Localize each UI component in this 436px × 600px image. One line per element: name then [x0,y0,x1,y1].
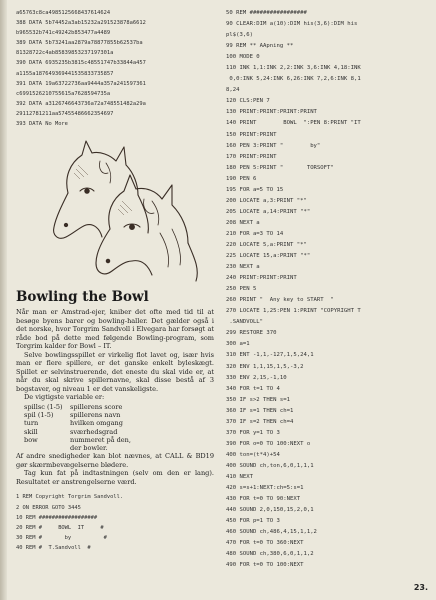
variable-row [24,436,214,444]
code-line: 30 REM # by # [16,535,107,542]
code-line: 170 PRINT:PRINT [226,153,277,160]
variable-name: skill [24,427,38,436]
code-line: 20 REM # BOWL IT # [16,525,104,532]
code-line: 388 DATA 5b74452a3ab15232a291523878a6612 [16,20,146,27]
left-column [16,8,214,554]
code-line: 392 DATA a3126746643736a72a748551482a29a [16,100,146,107]
variable-description: hvilken omgang [70,419,123,428]
code-line: 205 LOCATE a,14:PRINT "*" [226,208,311,215]
code-line: 190 PEN 6 [226,175,257,182]
variable-continuation: der bowler. [70,444,108,453]
code-line: 490 FOR t=0 TO 100:NEXT [226,562,304,569]
code-line: 400 ton=(t*4)+54 [226,451,280,458]
right-column [226,8,430,571]
code-line: b965532b741c49242b853477a4489 [16,30,111,37]
code-line: 410 NEXT [226,473,253,480]
code-line: 270 LOCATE 1,25:PEN 1:PRINT "COPYRIGHT T [226,308,361,315]
code-line: 260 PRINT " Any key to START " [226,297,334,304]
code-line: 430 FOR t=0 TO 90:NEXT [226,496,301,503]
code-line: 140 PRINT BOWL ":PEN 8:PRINT "IT [226,120,361,127]
code-line: 330 ENV 2,15,-1,10 [226,374,287,381]
code-line: 160 PEN 3:PRINT " by" [226,142,321,149]
code-line: 480 SOUND ch,380,6,0,1,1,2 [226,551,314,558]
code-line: 250 PEN 5 [226,286,257,293]
code-line: 200 LOCATE a,3:PRINT "*" [226,197,307,204]
code-line: 50 REM ################# [226,10,307,16]
variable-name: bow [24,435,38,444]
horses-drawing-icon [40,133,210,285]
variable-row [24,403,214,411]
code-line: 40 REM # T.Sandvoll # [16,545,91,552]
code-line: 0,0:INK 5,24:INK 6,26:INK 7,2,6:INK 8,1 [226,76,361,83]
code-line: 391 DATA 19a63722736aa9444a357a241597361 [16,80,146,87]
code-line: 389 DATA 5b73241aa2879a78877855b62537ba [16,40,143,47]
code-line: 390 FOR o=0 TO 100:NEXT o [226,440,311,447]
code-line: c6991526210755615a7628594735a [16,90,111,97]
article-paragraph: Tag kun fat på indtastningen (selv om den er lang). Resultatet er anstrengelserne værd. [16,469,214,486]
variable-row [24,411,214,419]
code-line: 370 FOR y=1 TO 3 [226,429,280,436]
code-line: 470 FOR t=0 TO 360:NEXT [226,540,304,547]
code-line: 450 FOR p=1 TO 3 [226,518,280,525]
variable-name: spillsc (1-5) [24,402,63,411]
article-title: Bowling the Bowl [16,289,149,306]
code-line: 240 PRINT:PRINT:PRINT [226,275,297,282]
code-line: 393 DATA No More [16,121,68,128]
code-line: 210 FOR a=3 TO 14 [226,230,284,237]
code-line: 180 PEN 5:PRINT " TORSOFT" [226,164,334,171]
code-line: pl$(3,6) [226,32,253,39]
code-line: 195 FOR a=5 TO 15 [226,186,284,193]
article-body [16,308,214,402]
code-line: 29112781211aa57455486662354697 [16,110,114,117]
article-paragraph: Når man er Amstrad-ejer, kniber det ofte med tid til at besøge byens barer og bowling-haller. Det gælder også i det norske, hvor Torgrim Sandvoll i Elvegara har forsøgt at råde bod på dette med følgende Bowling-program, som Torgrim kalder for Bowl – IT. [16,308,214,351]
variable-name: spil (1-5) [24,410,54,419]
code-line: a65763c8ca4985125668437614624 [16,10,111,16]
code-line: 10 REM ################## [16,514,98,521]
code-line: 400 SOUND ch,ton,6,0,1,1,1 [226,462,314,469]
variable-row [24,419,214,427]
code-line: 310 ENT -1,1,-127,1,5,24,1 [226,352,314,359]
variable-description: spillerens navn [70,410,121,419]
code-line: 460 SOUND ch,486,4,15,1,1,2 [226,529,317,536]
code-line: 8,24 [226,87,240,94]
horse-illustration [40,133,210,285]
code-line: 420 s=s+1:NEXT:ch=5:s=1 [226,485,304,492]
page-spine [0,0,7,600]
code-line: 370 IF s=2 THEN ch=4 [226,418,294,425]
code-line: 90 CLEAR:DIM a(10):DIM his(3,6):DIM his [226,21,358,28]
variable-description: sværhedsgrad [70,427,118,436]
code-line: .SANDVOLL" [226,319,264,326]
code-line: 2 ON ERROR GOTO 3445 [16,504,81,511]
variable-description: nummeret på den, [70,435,131,444]
variables-intro: De vigtigste variable er: [24,393,105,402]
code-line: a1155a187649369441535833735857 [16,70,114,77]
code-line: 440 SOUND 2,0,150,15,2,0,1 [226,507,314,514]
variable-description: spillerens score [70,402,123,411]
right-code-listing [226,8,430,571]
article-body-end [16,452,214,486]
code-line: 120 CLS:PEN 7 [226,98,270,105]
page-number: 23. [413,583,428,592]
code-line: 100 MODE 0 [226,54,260,61]
code-line: 150 PRINT:PRINT [226,131,277,138]
variable-list [24,403,214,453]
article-paragraph: Af andre snedigheder kan blot nævnes, at CALL & BD19 gør skærmbevægelserne blødere. [16,452,214,469]
article [16,289,214,486]
bottom-code-listing [16,492,214,553]
code-line: 220 LOCATE 5,a:PRINT "*" [226,241,307,248]
code-line: 1 REM Copyright Torgrim Sandvoll. [16,494,124,501]
code-line: 208 NEXT a [226,219,260,226]
code-line: 300 a=1 [226,341,250,348]
code-line: 299 RESTORE 370 [226,330,277,337]
code-line: 320 ENV 1,1,15,1,5,-3,2 [226,363,304,370]
top-code-listing [16,8,214,129]
code-line: 110 INK 1,1:INK 2,2:INK 3,6:INK 4,18:INK [226,65,361,72]
variable-row [24,428,214,436]
code-line: 130 PRINT:PRINT:PRINT:PRINT [226,109,317,116]
code-line: 340 FOR t=1 TO 4 [226,385,280,392]
article-paragraph: Selve bowlingsspillet er virkelig flot lavet og, især hvis man er flere spillere, er det ganske enkelt byleskægt. Spillet er selvinstruerende, det eneste du skal vide er, at når du skal skrive spillernavne, skal disse bestå af 3 bogstaver, og niveau 1 er det vanskeligste. [16,350,214,393]
variable-name: turn [24,419,39,428]
code-line: 360 IF s=1 THEN ch=1 [226,407,294,414]
code-line: 99 REM ** AApning ** [226,43,294,50]
code-line: 390 DATA 6935235b3815c48551747b33844a457 [16,60,146,67]
code-line: 225 LOCATE 15,a:PRINT "*" [226,253,311,260]
code-line: 230 NEXT a [226,264,260,271]
code-line: 81328722c4ab85839853237197301a [16,50,114,57]
code-line: 350 IF s>2 THEN s=1 [226,396,290,403]
